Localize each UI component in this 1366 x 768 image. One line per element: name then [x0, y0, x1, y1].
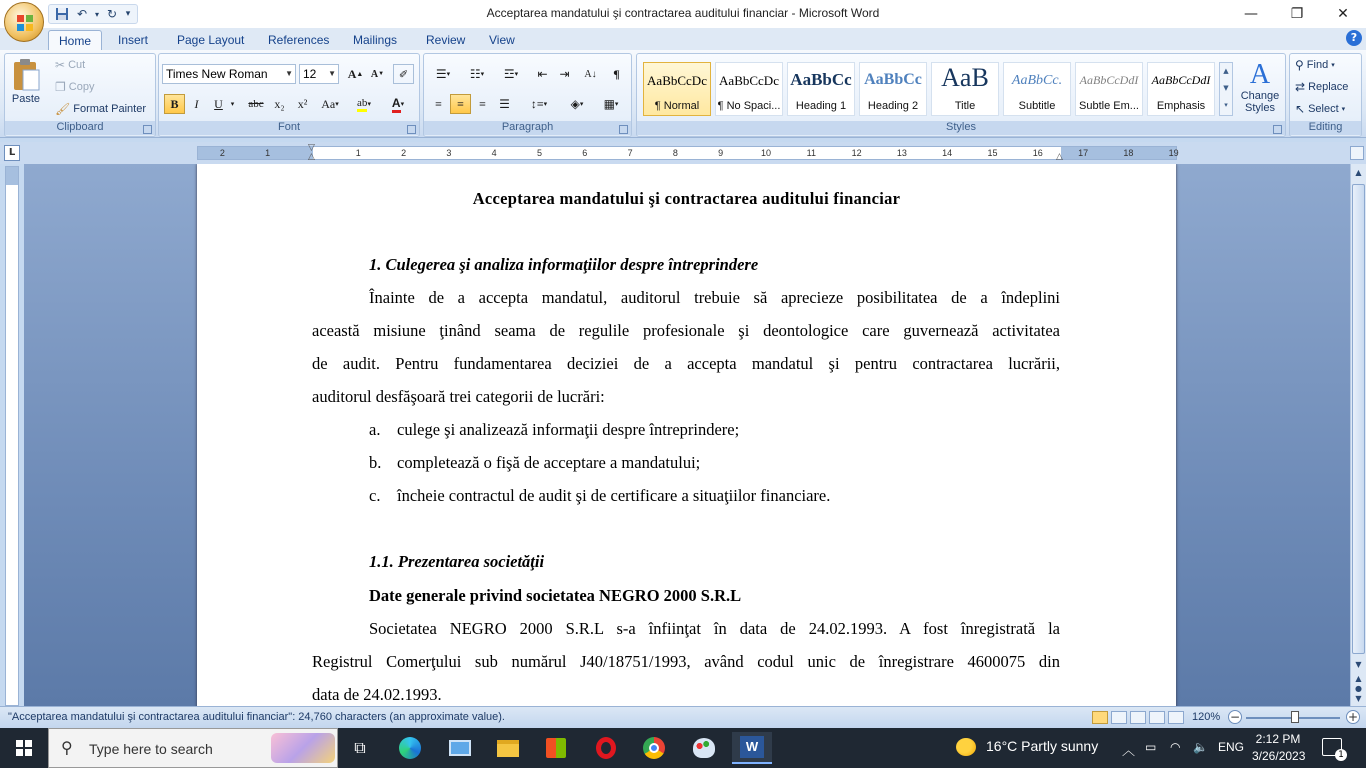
document-title: Acceptarea mandatului şi contractarea auditului financiar	[472, 189, 901, 208]
vertical-ruler[interactable]	[5, 166, 19, 706]
shading-button[interactable]: ◈ ▾	[570, 96, 584, 111]
zoom-out-button[interactable]: −	[1229, 710, 1241, 724]
vertical-scrollbar[interactable]	[1350, 164, 1366, 706]
font-color-button[interactable]: A ▾	[383, 94, 413, 114]
style-heading-2[interactable]	[859, 62, 927, 116]
tab-page-layout[interactable]: Page Layout	[177, 33, 245, 47]
find-button[interactable]	[1295, 59, 1335, 71]
align-right-button[interactable]	[472, 94, 493, 114]
align-right-icon: ≡	[479, 96, 486, 111]
change-styles-button[interactable]	[1237, 60, 1283, 114]
notification-count: 1	[1335, 749, 1347, 761]
zoom-in-button[interactable]: +	[1347, 710, 1359, 724]
language-indicator[interactable]: ENG	[1218, 740, 1245, 754]
scroll-up-icon[interactable]: ▲	[1355, 168, 1362, 177]
replace-label: Replace	[1308, 81, 1349, 93]
ruler-number: 2	[219, 148, 225, 158]
scrollbar-thumb[interactable]	[1352, 184, 1365, 654]
style-sample: AaBbCc	[790, 70, 852, 89]
taskbar	[0, 728, 1366, 768]
tab-home[interactable]: Home	[48, 30, 102, 50]
opera-icon	[596, 737, 616, 759]
word-icon: W	[740, 736, 764, 758]
copy-label: Copy	[68, 81, 95, 93]
highlighter-icon: ab	[357, 97, 367, 112]
increase-indent-icon: ⇥	[559, 66, 570, 81]
font-group	[158, 53, 420, 137]
select-label: Select	[1308, 103, 1339, 115]
ruler-number: 1	[265, 148, 271, 158]
select-button[interactable]	[1295, 103, 1345, 115]
taskbar-edge[interactable]	[390, 732, 430, 764]
align-center-icon: ≡	[457, 96, 464, 111]
decrease-indent-button[interactable]	[532, 64, 553, 84]
multilevel-list-icon: ☲	[503, 66, 515, 81]
office-button[interactable]	[4, 2, 44, 42]
styles-group-label: Styles	[637, 121, 1285, 135]
search-placeholder: Type here to search	[89, 741, 213, 757]
line-spacing-icon: ↕≡	[530, 96, 544, 111]
select-browse-object-icon[interactable]: ●	[1355, 684, 1362, 693]
close-button[interactable]: ✕	[1337, 6, 1349, 22]
ribbon-tabs	[0, 28, 1366, 50]
list-item-text: culege şi analizează informaţii despre întreprindere;	[397, 420, 740, 439]
ruler-number: 7	[627, 148, 633, 158]
format-painter-label: Format Painter	[73, 103, 146, 115]
style-sample: AaBbCcDdI	[1079, 73, 1139, 87]
font-group-label: Font	[159, 121, 419, 135]
format-painter-button[interactable]	[55, 103, 146, 115]
document-page[interactable]	[197, 164, 1176, 706]
chevron-down-icon: ▾	[1341, 106, 1346, 113]
multilevel-list-button[interactable]: ☲ ▾	[503, 66, 519, 81]
change-styles-label: Change Styles	[1240, 90, 1280, 114]
clipboard-group	[4, 53, 156, 137]
windows-logo-icon	[16, 740, 32, 756]
list-item-text: completează o fişă de acceptare a mandatului;	[397, 453, 701, 472]
ruler-number: 15	[987, 148, 998, 158]
list-marker: b.	[369, 453, 382, 472]
font-size-combo[interactable]	[299, 64, 339, 84]
shrink-font-button[interactable]: A ▼	[370, 68, 385, 80]
paste-label: Paste	[11, 93, 41, 105]
undo-icon[interactable]: ↶	[76, 7, 88, 21]
style-sample: AaB	[941, 63, 989, 92]
minimize-button[interactable]: —	[1244, 6, 1258, 22]
style-name: Subtle Em...	[1079, 100, 1139, 112]
change-case-label: Aa	[321, 96, 336, 111]
replace-button[interactable]	[1295, 81, 1348, 93]
clock-time: 2:12 PM	[1255, 732, 1301, 746]
ruler-number: 8	[672, 148, 678, 158]
paint-bucket-icon: ◈	[570, 96, 580, 111]
increase-indent-button[interactable]	[554, 64, 575, 84]
eraser-icon: ✐	[398, 68, 409, 81]
ruler-number: 19	[1168, 148, 1179, 158]
style-no-spacing[interactable]	[715, 62, 783, 116]
horizontal-ruler[interactable]	[197, 143, 1179, 162]
borders-button[interactable]: ▦ ▾	[603, 96, 619, 111]
left-indent-marker[interactable]: △	[308, 152, 315, 162]
replace-icon: ⇄	[1295, 80, 1306, 94]
style-subtitle[interactable]	[1003, 62, 1071, 116]
ruler-number: 1	[355, 148, 361, 158]
style-title[interactable]	[931, 62, 999, 116]
sort-icon: A↓	[584, 68, 597, 80]
shrink-font-label: A	[370, 68, 379, 80]
font-name-combo[interactable]	[162, 64, 296, 84]
style-emphasis[interactable]	[1147, 62, 1215, 116]
ruler-number: 4	[491, 148, 497, 158]
chevron-down-icon: ▾	[1331, 62, 1335, 69]
outline-view-button[interactable]	[1149, 711, 1165, 724]
battery-icon[interactable]: ▭	[1145, 740, 1157, 754]
ruler-number: 14	[942, 148, 953, 158]
style-name: Title	[954, 100, 976, 112]
wifi-icon[interactable]: ◠	[1170, 740, 1181, 754]
zoom-slider-thumb[interactable]	[1291, 711, 1299, 723]
font-size-value: 12	[303, 67, 317, 81]
paragraph-line: data de 24.02.1993.	[312, 685, 442, 704]
tab-review[interactable]: Review	[426, 33, 466, 47]
font-color-icon: A	[392, 96, 401, 113]
ruler-number: 18	[1123, 148, 1134, 158]
paste-icon	[11, 58, 41, 92]
justify-icon: ☰	[499, 96, 510, 111]
taskbar-chrome[interactable]	[634, 732, 674, 764]
search-highlight-image	[271, 733, 335, 763]
grow-font-button[interactable]: A ▲	[347, 66, 364, 81]
draft-view-button[interactable]	[1168, 711, 1184, 724]
style-heading-1[interactable]	[787, 62, 855, 116]
right-indent-marker[interactable]: △	[1056, 152, 1063, 162]
numbering-button[interactable]: ☷ ▾	[469, 66, 485, 81]
line-spacing-button[interactable]: ↕≡ ▾	[530, 96, 548, 111]
subscript-button[interactable]: x₂	[274, 96, 285, 111]
clock[interactable]	[1252, 731, 1304, 765]
task-view-icon: ⧉	[354, 738, 366, 757]
ruler-row	[0, 142, 1366, 164]
change-case-button[interactable]: Aa ▾	[321, 96, 339, 111]
taskbar-word[interactable]	[732, 732, 772, 764]
chevron-down-icon: ▼	[285, 69, 293, 78]
first-line-indent-marker[interactable]: ▽	[308, 143, 315, 153]
list-marker: a.	[369, 420, 381, 439]
search-icon: ⚲	[61, 738, 73, 757]
borders-icon: ▦	[603, 96, 615, 111]
ruler-number: 13	[896, 148, 907, 158]
copy-button[interactable]	[55, 81, 94, 93]
weather-text[interactable]: 16°C Partly sunny	[986, 738, 1099, 754]
clear-formatting-button[interactable]	[393, 64, 414, 84]
monitor-icon	[449, 740, 471, 756]
paragraph-launcher-icon[interactable]	[619, 125, 628, 134]
taskbar-paint[interactable]	[684, 732, 724, 764]
list-marker: c.	[369, 486, 381, 505]
ruler-number: 16	[1032, 148, 1043, 158]
store-icon	[546, 738, 566, 758]
paragraph-line: Registrul Comerţului sub numărul J40/18751/1993, având codul unic de înregistrare 4600075 din	[312, 652, 1060, 671]
bullets-button[interactable]: ☰ ▾	[435, 66, 451, 81]
underline-dropdown-icon[interactable]: ▾	[230, 100, 235, 108]
folder-icon	[497, 740, 519, 757]
styles-gallery-scroll[interactable]: ▲ ▼ ▾	[1219, 62, 1233, 116]
zoom-level[interactable]: 120%	[1192, 711, 1221, 723]
style-sample: AaBbCcDdI	[1151, 73, 1211, 87]
status-text: "Acceptarea mandatului şi contractarea auditului financiar": 24,760 characters (an approximate value).	[8, 711, 505, 723]
ruler-number: 9	[718, 148, 724, 158]
ruler-number: 12	[851, 148, 862, 158]
paragraph-group-label: Paragraph	[424, 121, 631, 135]
find-label: Find	[1306, 59, 1329, 71]
previous-page-icon[interactable]: ▲	[1355, 674, 1362, 683]
list-item-text: încheie contractul de audit şi de certificare a situaţiilor financiare.	[397, 486, 831, 505]
ruler-number: 6	[582, 148, 588, 158]
clock-date: 3/26/2023	[1252, 749, 1306, 763]
document-area	[24, 164, 1350, 706]
style-name: Heading 2	[867, 100, 919, 112]
section-heading-3: Date generale privind societatea NEGRO 2000 S.R.L	[369, 586, 742, 605]
help-icon[interactable]: ?	[1346, 30, 1362, 46]
paragraph-line: Înainte de a accepta mandatul, auditorul trebuie să aprecieze posibilitatea de a îndeplini	[369, 288, 1060, 307]
editing-group	[1289, 53, 1362, 137]
style-name: ¶ Normal	[654, 100, 700, 112]
ruler-number: 17	[1078, 148, 1089, 158]
styles-group	[636, 53, 1286, 137]
style-name: Heading 1	[795, 100, 847, 112]
bullets-icon: ☰	[435, 66, 447, 81]
style-sample: AaBbCc	[864, 71, 922, 88]
font-name-value: Times New Roman	[166, 67, 268, 81]
office-logo-icon	[15, 13, 35, 33]
undo-dropdown-icon[interactable]: ▾	[94, 9, 99, 19]
task-view-button[interactable]	[340, 732, 380, 764]
style-name: Subtitle	[1018, 100, 1056, 112]
redo-icon[interactable]: ↻	[106, 7, 118, 21]
bold-button[interactable]: B	[164, 94, 185, 114]
paragraph-line: această misiune ţinând seama de regulile profesionale şi deontologice care guvernează activitatea	[312, 321, 1060, 340]
style-subtle-emphasis[interactable]	[1075, 62, 1143, 116]
align-left-button[interactable]	[428, 94, 449, 114]
ruler-left-margin	[198, 147, 313, 159]
style-sample: AaBbCcDc	[719, 73, 779, 88]
ruler-number: 3	[446, 148, 452, 158]
grow-font-label: A	[347, 66, 357, 81]
cut-label: Cut	[68, 59, 86, 71]
clipboard-group-label: Clipboard	[5, 121, 155, 135]
list-item	[369, 486, 830, 506]
web-layout-view-button[interactable]	[1130, 711, 1146, 724]
tab-insert[interactable]: Insert	[118, 33, 149, 47]
section-heading-1: 1. Culegerea şi analiza informaţiilor despre întreprindere	[369, 255, 759, 274]
editing-group-label: Editing	[1290, 121, 1361, 135]
change-styles-icon: A	[1249, 59, 1271, 90]
taskbar-remote-desktop[interactable]	[440, 732, 480, 764]
partly-sunny-icon	[956, 738, 976, 756]
palette-icon	[693, 738, 715, 758]
section-heading-2: 1.1. Prezentarea societăţii	[369, 552, 545, 571]
scroll-down-icon[interactable]: ▼	[1355, 660, 1362, 669]
ruler-number: 11	[806, 148, 816, 158]
paragraph-line: de audit. Pentru fundamentarea deciziei de a accepta mandatul şi pentru contractarea lucrării,	[312, 354, 1060, 373]
italic-button[interactable]: I	[194, 96, 199, 111]
underline-button[interactable]: U	[214, 96, 223, 111]
align-left-icon: ≡	[435, 96, 442, 111]
customize-qat-icon[interactable]: ▾	[125, 9, 131, 19]
cursor-icon: ↖	[1295, 102, 1306, 116]
status-bar	[0, 706, 1366, 728]
edge-icon	[399, 737, 421, 759]
binoculars-icon: ⚲	[1295, 58, 1304, 72]
style-name: Emphasis	[1156, 100, 1206, 112]
decrease-indent-icon: ⇤	[537, 66, 548, 81]
volume-icon[interactable]: 🔈	[1193, 740, 1208, 754]
paragraph-line: Societatea NEGRO 2000 S.R.L s-a înfiinţat în data de 24.02.1993. A fost înregistrată la	[369, 619, 1060, 638]
style-name: ¶ No Spaci...	[717, 100, 781, 112]
taskbar-file-explorer[interactable]	[488, 732, 528, 764]
chevron-up-icon[interactable]: ︿	[1122, 743, 1136, 758]
list-item	[369, 420, 739, 440]
taskbar-opera[interactable]	[586, 732, 626, 764]
scissors-icon: ✂	[55, 58, 66, 72]
start-button[interactable]	[0, 728, 48, 768]
styles-launcher-icon[interactable]	[1273, 125, 1282, 134]
align-center-button[interactable]	[450, 94, 471, 114]
sort-button[interactable]	[580, 64, 601, 84]
taskbar-store[interactable]	[536, 732, 576, 764]
print-layout-view-button[interactable]	[1092, 711, 1108, 724]
title-bar	[0, 0, 1366, 28]
clipboard-launcher-icon[interactable]	[143, 125, 152, 134]
style-normal[interactable]	[643, 62, 711, 116]
font-launcher-icon[interactable]	[407, 125, 416, 134]
window-title: Acceptarea mandatului şi contractarea auditului financiar - Microsoft Word	[486, 6, 880, 20]
maximize-button[interactable]: ❐	[1290, 6, 1304, 22]
ruler-top-margin	[6, 167, 18, 185]
notifications-icon[interactable]	[1322, 738, 1344, 760]
strikethrough-button[interactable]: abc	[248, 98, 264, 110]
list-item	[369, 453, 700, 473]
chrome-icon	[643, 737, 665, 759]
numbering-icon: ☷	[469, 66, 481, 81]
paintbrush-icon: 🖌	[55, 102, 71, 116]
chevron-down-icon: ▼	[328, 69, 336, 78]
next-page-icon[interactable]: ▼	[1355, 694, 1362, 703]
paste-button[interactable]	[11, 58, 41, 105]
ruler-number: 5	[536, 148, 543, 158]
copy-icon: ❐	[55, 80, 66, 94]
paragraph-line: auditorul desfăşoară trei categorii de lucrări:	[312, 387, 605, 406]
tab-view[interactable]: View	[489, 33, 515, 47]
style-sample: AaBbCc.	[1011, 73, 1063, 88]
justify-button[interactable]	[494, 94, 515, 114]
highlight-button[interactable]: ab ▾	[349, 94, 379, 114]
ribbon	[0, 50, 1366, 138]
superscript-button[interactable]: x²	[297, 96, 308, 111]
show-formatting-button[interactable]: ¶	[613, 66, 620, 81]
style-sample: AaBbCcDc	[647, 73, 707, 88]
ruler-number: 10	[760, 148, 772, 158]
cut-button[interactable]	[55, 59, 85, 71]
taskbar-search-box[interactable]	[48, 728, 338, 768]
paragraph-group	[423, 53, 632, 137]
tab-selector[interactable]: L	[4, 145, 20, 161]
tab-mailings[interactable]: Mailings	[353, 33, 398, 47]
full-screen-reading-view-button[interactable]	[1111, 711, 1127, 724]
tab-references[interactable]: References	[268, 33, 330, 47]
view-ruler-button[interactable]	[1350, 146, 1364, 160]
ruler-number: 2	[401, 148, 407, 158]
